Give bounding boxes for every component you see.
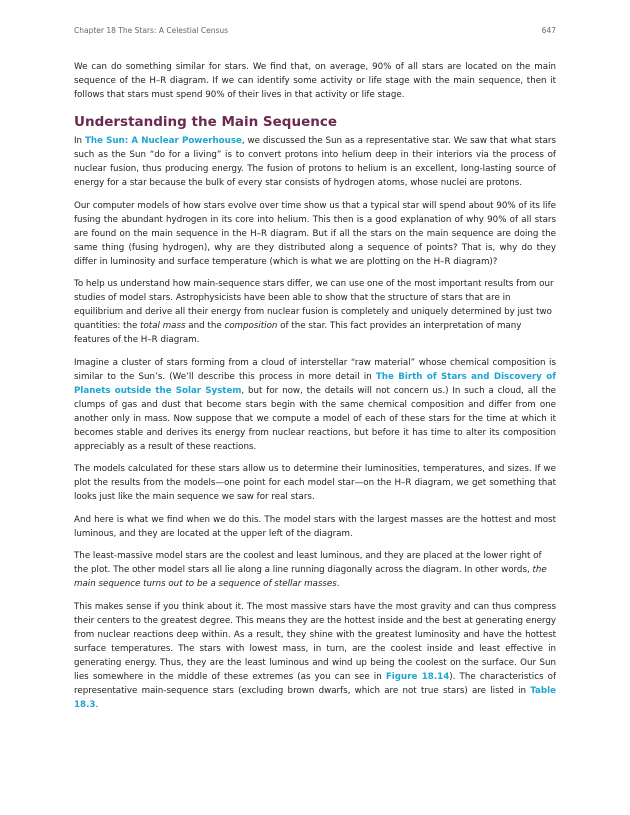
paragraph-intro: We can do something similar for stars. We find that, on average, 90% of all stars are located on the main sequence of the H–R diagram. If we can identify some activity or life stage with the main sequence, then it follows that stars must spend 90% of their lives in that activity or life stage. [74,62,556,100]
page-content [74,60,556,720]
running-header-chapter: Chapter 18 The Stars: A Celestial Census [74,26,229,35]
link-figure-18-14[interactable]: Figure 18.14 [385,671,450,682]
page-number: 647 [541,26,556,35]
paragraph-mass-composition [74,277,556,347]
paragraph-makes-sense [74,600,556,712]
text: . [336,579,340,589]
section-heading: Understanding the Main Sequence [74,114,338,130]
paragraph-computer-models: Our computer models of how stars evolve over time show us that a typical star will spend about 90% of its life fusing the abundant hydrogen in its core into helium. This then is a good explanation of why 90% of all stars are found on the main sequence in the H–R diagram. But if all the stars on the main sequence are doing the same thing (fusing hydrogen), why are they distributed along a sequence of points? That is, why do they differ in luminosity and surface temperature (which is what we are plotting on the H–R diagram)? [74,200,556,267]
text: ). The characteristics of representative main-sequence stars (excluding brown dwarfs, which are not true stars) are listed in [74,671,556,696]
paragraph-least-massive [74,549,556,591]
page-header [74,26,556,38]
text: To help us understand how main-sequence stars differ, we can use one of the most important results from our studies of model stars. Astrophysicists have been able to show that the structure of stars that are in equilibrium and derive all their energy from nuclear fusion is completely and uniquely determined by just two quantities: the [74,279,554,331]
paragraph-star-cluster [74,356,556,454]
emphasis-composition: composition [224,321,278,331]
text: , we discussed the Sun as a representative star. We saw that what stars such as the Sun “do for a living” is to convert protons into helium deep in their interiors via the process of nuclear fusion, thus producing energy. The fusion of protons to helium is an excellent, long-lasting source of energy for a star because the bulk of every star consists of hydrogen atoms, whose nuclei are protons. [74,136,556,188]
paragraph-models-calculated: The models calculated for these stars allow us to determine their luminosities, temperatures, and sizes. If we plot the results from the models—one point for each model star—on the H–R diagram, we get something that looks just like the main sequence we saw for real stars. [74,464,556,502]
text: of the star. This fact provides an interpretation of many features of the H–R diagram. [74,321,522,345]
emphasis-main-sequence-masses: the main sequence turns out to be a sequence of stellar masses [74,565,547,589]
text: The least-massive model stars are the coolest and least luminous, and they are placed at the lower right of the plot. The other model stars all lie along a line running diagonally across the diagram. In other words, [74,551,542,575]
link-birth-of-stars[interactable]: The Birth of Stars and Discovery of Planets outside the Solar System [74,371,556,396]
paragraph-largest-masses: And here is what we find when we do this. The model stars with the largest masses are the hottest and most luminous, and they are located at the upper left of the diagram. [74,514,556,539]
text: , but for now, the details will not concern us.) In such a cloud, all the clumps of gas and dust that become stars begin with the same chemical composition and differ from one another only in mass. Now suppose that we compute a model of each of these stars for the time at which it becomes stable and derives its energy from nuclear reactions, but before it has time to alter its composition appreciably as a result of these reactions. [74,385,556,452]
text: . [95,699,99,710]
text: Imagine a cluster of stars forming from a cloud of interstellar “raw material” whose chemical composition is similar to the Sun’s. (We’ll describe this process in more detail in [74,357,556,382]
emphasis-total-mass: total mass [140,321,186,331]
text: and the [185,321,225,331]
text: This makes sense if you think about it. The most massive stars have the most gravity and can thus compress their centers to the greatest degree. This means they are the hottest inside and the best at generating energy from nuclear reactions deep within. As a result, they shine with the greatest luminosity and have the hottest surface temperatures. The stars with lowest mass, in turn, are the coolest inside and least effective in generating energy. Thus, they are the least luminous and wind up being the coolest on the surface. Our Sun lies somewhere in the middle of these extremes (as you can see in [74,601,556,682]
link-sun-nuclear-powerhouse[interactable]: The Sun: A Nuclear Powerhouse [84,136,242,146]
paragraph-sun-fusion [74,134,556,190]
link-table-18-3[interactable]: Table 18.3 [74,685,556,710]
text: In [74,136,85,146]
